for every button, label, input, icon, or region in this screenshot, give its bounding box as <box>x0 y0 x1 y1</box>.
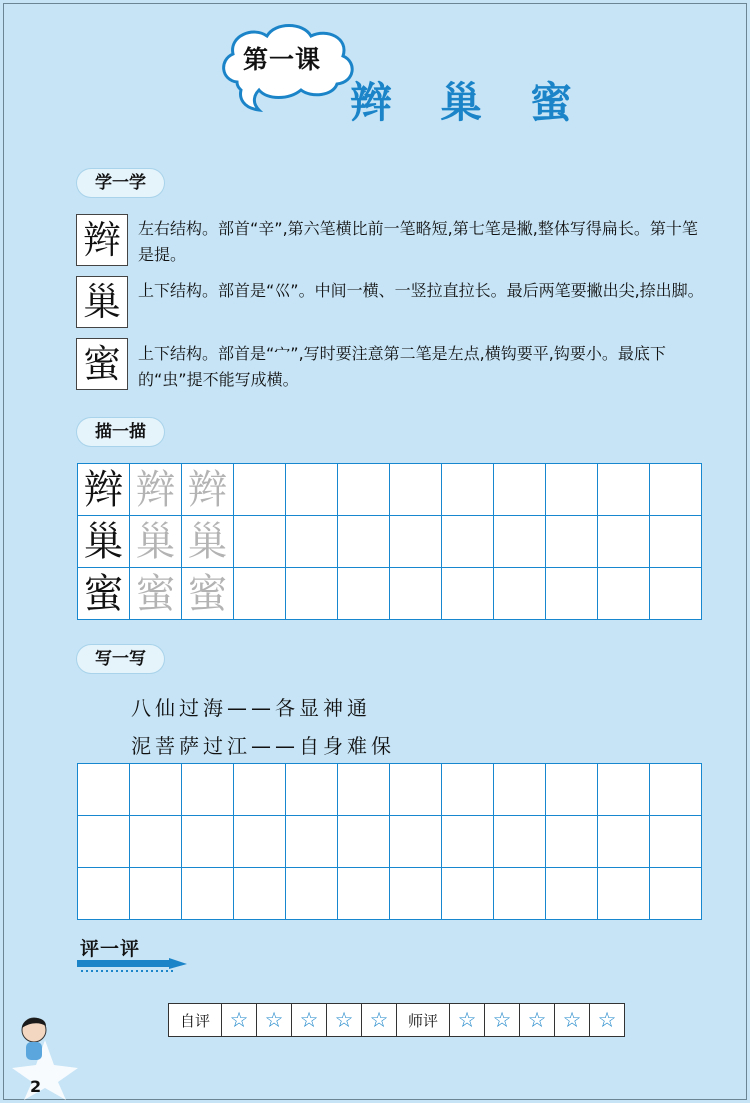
teacher-eval-label: 师评 <box>397 1004 450 1037</box>
study-char: 辫 <box>76 214 128 266</box>
trace-row <box>78 464 702 516</box>
star-icon[interactable]: ☆ <box>222 1004 257 1037</box>
write-cell[interactable] <box>650 868 702 920</box>
section-study-label: 学一学 <box>77 169 164 197</box>
write-cell[interactable] <box>494 816 546 868</box>
blank-cell[interactable] <box>390 516 442 568</box>
trace-row <box>78 568 702 620</box>
arrow-icon <box>77 958 187 974</box>
title-char: 蜜 <box>530 78 573 127</box>
proverb-line: 泥菩萨过江——自身难保 <box>131 734 395 758</box>
write-cell[interactable] <box>182 764 234 816</box>
blank-cell[interactable] <box>598 516 650 568</box>
study-desc: 上下结构。部首是“宀”,写时要注意第二笔是左点,横钩要平,钩要小。最底下的“虫”提不能写成横。 <box>138 344 666 389</box>
write-cell[interactable] <box>598 816 650 868</box>
model-char: 巢 <box>78 516 130 568</box>
blank-cell[interactable] <box>494 464 546 516</box>
write-cell[interactable] <box>598 868 650 920</box>
writing-grid <box>77 763 702 920</box>
kid-mascot-icon <box>10 1010 80 1100</box>
write-cell[interactable] <box>338 764 390 816</box>
trace-grid <box>77 463 702 620</box>
blank-cell[interactable] <box>234 516 286 568</box>
blank-cell[interactable] <box>442 464 494 516</box>
write-cell[interactable] <box>78 816 130 868</box>
write-cell[interactable] <box>286 764 338 816</box>
self-eval-label: 自评 <box>169 1004 222 1037</box>
blank-cell[interactable] <box>598 568 650 620</box>
blank-cell[interactable] <box>598 464 650 516</box>
star-icon[interactable]: ☆ <box>485 1004 520 1037</box>
write-row <box>78 764 702 816</box>
study-desc: 左右结构。部首“辛”,第六笔横比前一笔略短,第七笔是撇,整体写得扁长。第十笔是提。 <box>138 219 698 264</box>
blank-cell[interactable] <box>546 568 598 620</box>
title-char: 巢 <box>440 78 483 127</box>
write-cell[interactable] <box>546 764 598 816</box>
star-icon[interactable]: ☆ <box>590 1004 625 1037</box>
study-char: 巢 <box>76 276 128 328</box>
write-cell[interactable] <box>286 868 338 920</box>
write-cell[interactable] <box>78 764 130 816</box>
write-cell[interactable] <box>390 764 442 816</box>
blank-cell[interactable] <box>286 464 338 516</box>
write-cell[interactable] <box>286 816 338 868</box>
write-cell[interactable] <box>650 764 702 816</box>
star-icon[interactable]: ☆ <box>257 1004 292 1037</box>
star-icon[interactable]: ☆ <box>450 1004 485 1037</box>
blank-cell[interactable] <box>494 568 546 620</box>
title-char: 辫 <box>350 78 393 127</box>
write-cell[interactable] <box>494 764 546 816</box>
lesson-label: 第一课 <box>242 45 321 74</box>
trace-char[interactable]: 巢 <box>182 516 234 568</box>
write-cell[interactable] <box>130 816 182 868</box>
write-row <box>78 868 702 920</box>
write-cell[interactable] <box>650 816 702 868</box>
write-cell[interactable] <box>130 764 182 816</box>
write-cell[interactable] <box>234 764 286 816</box>
rating-table <box>168 1003 625 1037</box>
write-cell[interactable] <box>130 868 182 920</box>
write-cell[interactable] <box>442 816 494 868</box>
write-cell[interactable] <box>390 816 442 868</box>
write-cell[interactable] <box>338 868 390 920</box>
blank-cell[interactable] <box>494 516 546 568</box>
page-number: 2 <box>30 1077 42 1096</box>
blank-cell[interactable] <box>286 516 338 568</box>
write-cell[interactable] <box>494 868 546 920</box>
section-evaluate-label: 评一评 <box>80 938 141 960</box>
star-icon[interactable]: ☆ <box>520 1004 555 1037</box>
study-char: 蜜 <box>76 338 128 390</box>
model-char: 辫 <box>78 464 130 516</box>
trace-char[interactable]: 蜜 <box>182 568 234 620</box>
trace-char[interactable]: 巢 <box>130 516 182 568</box>
blank-cell[interactable] <box>338 464 390 516</box>
blank-cell[interactable] <box>338 568 390 620</box>
write-cell[interactable] <box>390 868 442 920</box>
star-icon[interactable]: ☆ <box>327 1004 362 1037</box>
blank-cell[interactable] <box>546 464 598 516</box>
proverb-line: 八仙过海——各显神通 <box>131 696 371 720</box>
write-cell[interactable] <box>442 868 494 920</box>
blank-cell[interactable] <box>546 516 598 568</box>
blank-cell[interactable] <box>234 464 286 516</box>
write-cell[interactable] <box>182 816 234 868</box>
trace-row <box>78 516 702 568</box>
write-cell[interactable] <box>546 868 598 920</box>
write-cell[interactable] <box>234 868 286 920</box>
write-cell[interactable] <box>598 764 650 816</box>
write-cell[interactable] <box>338 816 390 868</box>
blank-cell[interactable] <box>390 464 442 516</box>
blank-cell[interactable] <box>286 568 338 620</box>
write-cell[interactable] <box>546 816 598 868</box>
star-icon[interactable]: ☆ <box>292 1004 327 1037</box>
trace-char[interactable]: 辫 <box>130 464 182 516</box>
model-char: 蜜 <box>78 568 130 620</box>
blank-cell[interactable] <box>650 464 702 516</box>
blank-cell[interactable] <box>650 568 702 620</box>
blank-cell[interactable] <box>390 568 442 620</box>
study-desc: 上下结构。部首是“巛”。中间一横、一竖拉直拉长。最后两笔要撇出尖,捺出脚。 <box>138 281 704 300</box>
star-icon[interactable]: ☆ <box>555 1004 590 1037</box>
write-cell[interactable] <box>442 764 494 816</box>
section-trace-label: 描一描 <box>77 418 164 446</box>
write-cell[interactable] <box>234 816 286 868</box>
star-icon[interactable]: ☆ <box>362 1004 397 1037</box>
blank-cell[interactable] <box>442 568 494 620</box>
trace-char[interactable]: 蜜 <box>130 568 182 620</box>
blank-cell[interactable] <box>234 568 286 620</box>
blank-cell[interactable] <box>338 516 390 568</box>
write-cell[interactable] <box>78 868 130 920</box>
blank-cell[interactable] <box>442 516 494 568</box>
trace-char[interactable]: 辫 <box>182 464 234 516</box>
write-row <box>78 816 702 868</box>
write-cell[interactable] <box>182 868 234 920</box>
section-write-label: 写一写 <box>77 645 164 673</box>
lesson-title <box>350 70 572 130</box>
blank-cell[interactable] <box>650 516 702 568</box>
